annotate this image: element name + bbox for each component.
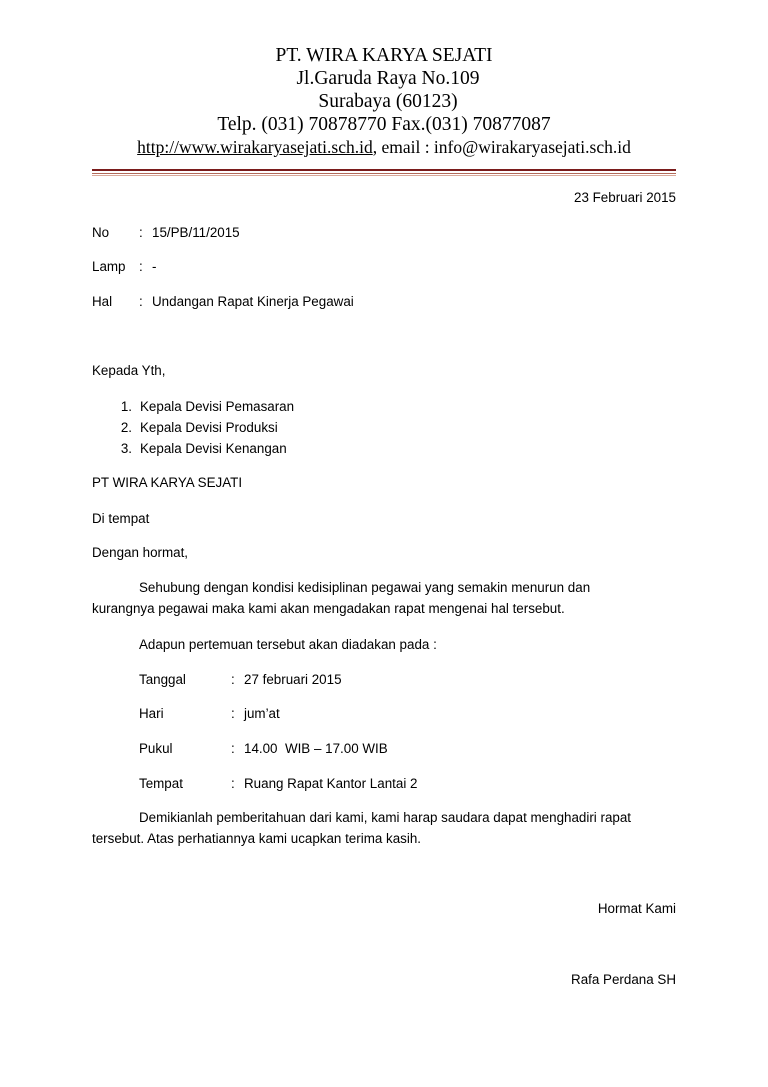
paragraph-schedule-intro: [92, 636, 676, 653]
detail-colon: :: [231, 672, 235, 687]
letterhead-divider-faint: [92, 175, 676, 176]
lamp-label: Lamp: [92, 259, 126, 274]
paragraph-line: Sehubung dengan kondisi kedisiplinan pegawai yang semakin menurun dan: [139, 580, 591, 595]
letterhead-divider: [92, 169, 676, 171]
lamp-colon: :: [139, 259, 143, 274]
company-contact: [60, 136, 708, 159]
company-city: Surabaya (60123): [318, 91, 458, 112]
detail-value-hari: jum’at: [244, 706, 280, 721]
recipient-company: PT WIRA KARYA SEJATI: [92, 475, 243, 490]
letterhead-divider-thin: [92, 173, 676, 174]
company-phone-fax: Telp. (031) 70878770 Fax.(031) 70877087: [217, 114, 551, 135]
paragraph-closing: [92, 809, 676, 847]
detail-colon: :: [231, 776, 235, 791]
paragraph-line: kurangnya pegawai maka kami akan mengadakan rapat mengenai hal tersebut.: [92, 601, 565, 616]
paragraph-line: Adapun pertemuan tersebut akan diadakan pada :: [139, 637, 437, 652]
hal-colon: :: [139, 294, 143, 309]
list-item: Kepala Devisi Produksi: [140, 420, 278, 435]
detail-label-tanggal: Tanggal: [139, 672, 186, 687]
detail-colon: :: [231, 741, 235, 756]
detail-value-tanggal: 27 februari 2015: [244, 672, 342, 687]
list-item: Kepala Devisi Pemasaran: [140, 399, 295, 414]
lamp-value: -: [152, 259, 157, 274]
paragraph-opening: [92, 579, 676, 617]
no-colon: :: [139, 225, 143, 240]
detail-label-tempat: Tempat: [139, 776, 183, 791]
closing-regards: Hormat Kami: [597, 901, 676, 916]
detail-label-pukul: Pukul: [139, 741, 173, 756]
company-address: Jl.Garuda Raya No.109: [296, 68, 480, 89]
recipient-greeting: Kepada Yth,: [92, 363, 166, 378]
list-item-number: 3.: [120, 441, 132, 456]
detail-value-pukul: 14.00 WIB – 17.00 WIB: [244, 741, 388, 756]
salutation: Dengan hormat,: [92, 545, 189, 560]
list-item-number: 2.: [120, 420, 132, 435]
signer-name: Rafa Perdana SH: [571, 972, 676, 987]
website-link[interactable]: http://www.wirakaryasejati.sch.id: [137, 137, 373, 157]
detail-colon: :: [231, 706, 235, 721]
paragraph-line: Demikianlah pemberitahuan dari kami, kami harap saudara dapat menghadiri rapat: [139, 810, 632, 825]
no-value: 15/PB/11/2015: [152, 225, 240, 240]
company-name: PT. WIRA KARYA SEJATI: [275, 45, 493, 66]
paragraph-line: tersebut. Atas perhatiannya kami ucapkan terima kasih.: [92, 831, 421, 846]
hal-value: Undangan Rapat Kinerja Pegawai: [152, 294, 354, 309]
letterhead: [60, 44, 708, 159]
detail-value-tempat: Ruang Rapat Kantor Lantai 2: [244, 776, 418, 791]
list-item-number: 1.: [120, 399, 132, 414]
hal-label: Hal: [92, 294, 113, 309]
no-label: No: [92, 225, 110, 240]
letter-date: 23 Februari 2015: [574, 190, 676, 205]
list-item: Kepala Devisi Kenangan: [140, 441, 287, 456]
company-email: , email : info@wirakaryasejati.sch.id: [372, 137, 631, 157]
recipient-place: Di tempat: [92, 511, 150, 526]
detail-label-hari: Hari: [139, 706, 164, 721]
